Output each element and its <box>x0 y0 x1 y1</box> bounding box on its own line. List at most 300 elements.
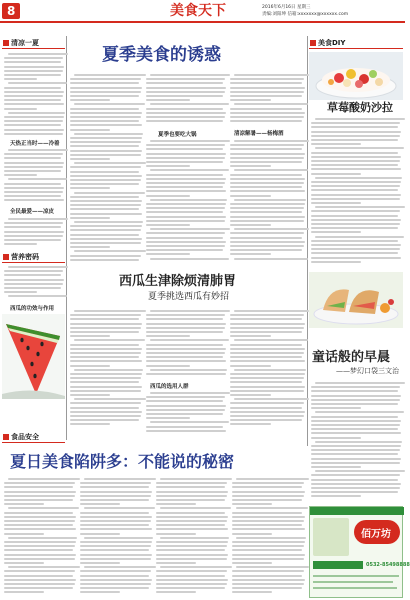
text-line <box>156 587 225 589</box>
text-line <box>311 227 398 229</box>
text-line <box>232 554 305 556</box>
ad-food-photo <box>313 518 349 556</box>
text-line <box>4 482 75 484</box>
text-line <box>232 486 302 488</box>
text-line <box>4 499 73 501</box>
text-line <box>230 224 271 226</box>
text-line <box>146 417 190 419</box>
text-line <box>230 318 302 320</box>
text-line <box>156 554 228 556</box>
text-line <box>230 241 305 243</box>
text-line <box>146 405 226 407</box>
text-line <box>80 583 151 585</box>
ad-info-bar <box>313 561 363 569</box>
text-line <box>315 206 405 208</box>
text-line <box>311 143 361 145</box>
text-line <box>232 583 304 585</box>
text-line <box>70 87 142 89</box>
text-line <box>74 250 146 252</box>
text-line <box>74 103 145 105</box>
text-line <box>232 503 272 505</box>
text-line <box>156 512 225 514</box>
text-line <box>315 382 405 384</box>
watermelon-caption: 西瓜的功效与作用 <box>10 306 55 312</box>
text-line <box>156 583 227 585</box>
text-line <box>4 495 75 497</box>
text-line <box>70 187 110 189</box>
text-line <box>4 66 64 68</box>
text-line <box>230 327 304 329</box>
text-line <box>236 507 308 509</box>
text-line <box>230 120 302 122</box>
watermelon-image <box>2 314 65 399</box>
text-line <box>146 344 223 346</box>
text-line <box>146 78 225 80</box>
text-line <box>146 426 223 428</box>
text-line <box>315 118 405 120</box>
text-line <box>4 74 61 76</box>
text-line <box>74 398 146 400</box>
text-line <box>70 116 141 118</box>
text-line <box>160 478 232 480</box>
text-line <box>8 112 65 114</box>
text-line <box>230 108 302 110</box>
text-line <box>150 392 230 394</box>
date-line: 2016年6月16日 星期三 <box>262 5 311 10</box>
text-line <box>80 533 120 535</box>
text-line <box>230 174 302 176</box>
text-line <box>70 318 139 320</box>
text-line <box>156 549 225 551</box>
text-line <box>4 562 44 564</box>
text-line <box>80 503 120 505</box>
text-line <box>70 217 110 219</box>
text-line <box>230 78 304 80</box>
text-line <box>84 507 155 509</box>
text-line <box>146 195 190 197</box>
text-line <box>146 153 226 155</box>
text-line <box>230 116 304 118</box>
text-line <box>230 112 305 114</box>
text-line <box>4 558 75 560</box>
text-line <box>80 554 152 556</box>
text-line <box>156 541 228 543</box>
text-line <box>230 348 305 350</box>
text-line <box>311 139 398 141</box>
header-rule <box>0 21 405 23</box>
text-line <box>146 82 223 84</box>
text-line <box>70 91 141 93</box>
text-line <box>4 486 73 488</box>
text-line <box>4 243 37 245</box>
ad-detail-line <box>313 581 393 583</box>
text-line <box>70 183 139 185</box>
text-line <box>146 352 225 354</box>
text-line <box>230 390 304 392</box>
text-line <box>80 541 152 543</box>
text-line <box>150 169 229 171</box>
text-line <box>150 258 229 260</box>
text-line <box>4 287 61 289</box>
text-line <box>230 394 271 396</box>
section-header-nutrition: 营养密码 <box>2 252 65 263</box>
text-line <box>160 507 231 509</box>
text-line <box>311 160 400 162</box>
text-line <box>230 148 302 150</box>
text-line <box>311 424 400 426</box>
text-line <box>70 402 141 404</box>
text-line <box>232 562 272 564</box>
text-line <box>4 57 63 59</box>
page-header <box>0 0 405 22</box>
text-line <box>74 192 145 194</box>
text-line <box>80 524 149 526</box>
text-line <box>4 108 37 110</box>
text-line <box>4 222 63 224</box>
text-line <box>311 416 398 418</box>
text-line <box>70 259 139 261</box>
text-line <box>311 487 400 489</box>
text-line <box>311 407 361 409</box>
text-line <box>146 348 226 350</box>
text-line <box>4 279 64 281</box>
text-line <box>70 394 110 396</box>
text-line <box>8 566 80 568</box>
text-line <box>230 253 271 255</box>
text-line <box>315 177 402 179</box>
text-line <box>4 283 63 285</box>
text-line <box>146 253 190 255</box>
text-line <box>156 570 227 572</box>
text-line <box>4 587 73 589</box>
text-line <box>311 210 400 212</box>
text-line <box>146 186 223 188</box>
text-line <box>146 413 223 415</box>
text-line <box>311 474 400 476</box>
text-line <box>70 78 141 80</box>
text-line <box>234 140 309 142</box>
ad-logo-text: 佰万坊 <box>361 529 391 540</box>
text-line <box>230 216 305 218</box>
text-line <box>70 423 110 425</box>
text-line <box>156 499 225 501</box>
text-line <box>311 194 401 196</box>
text-line <box>311 453 398 455</box>
text-line <box>230 182 304 184</box>
text-line <box>70 171 139 173</box>
text-line <box>146 91 225 93</box>
text-line <box>230 178 305 180</box>
text-line <box>70 323 142 325</box>
text-line <box>230 232 304 234</box>
text-line <box>150 369 227 371</box>
text-line <box>4 554 76 556</box>
column-divider <box>66 36 67 440</box>
text-line <box>232 499 302 501</box>
text-line <box>311 168 401 170</box>
text-line <box>230 323 305 325</box>
text-line <box>236 478 309 480</box>
text-line <box>4 575 73 577</box>
text-line <box>70 415 141 417</box>
text-line <box>156 524 225 526</box>
text-line <box>70 112 142 114</box>
text-line <box>4 524 73 526</box>
text-line <box>311 152 398 154</box>
text-line <box>80 575 149 577</box>
text-line <box>8 295 67 297</box>
text-line <box>232 495 304 497</box>
text-line <box>230 95 302 97</box>
text-line <box>232 558 304 560</box>
text-line <box>80 558 151 560</box>
text-line <box>146 157 225 159</box>
text-line <box>146 323 226 325</box>
text-line <box>4 162 64 164</box>
text-line <box>156 562 196 564</box>
text-line <box>146 116 225 118</box>
text-line <box>311 420 401 422</box>
text-line <box>70 242 141 244</box>
text-line <box>70 348 142 350</box>
text-line <box>4 583 75 585</box>
text-line <box>232 524 302 526</box>
text-line <box>146 182 225 184</box>
text-line <box>70 150 142 152</box>
text-line <box>311 198 400 200</box>
text-line <box>4 528 76 530</box>
text-line <box>80 549 149 551</box>
text-line <box>315 147 404 149</box>
column-divider <box>307 36 308 446</box>
text-line <box>234 369 306 371</box>
text-line <box>230 207 304 209</box>
text-line <box>232 570 304 572</box>
text-line <box>4 274 61 276</box>
text-line <box>4 591 44 593</box>
text-line <box>8 218 68 220</box>
text-line <box>156 495 227 497</box>
text-line <box>234 310 309 312</box>
text-line <box>156 516 228 518</box>
text-line <box>4 533 44 535</box>
text-line <box>232 587 302 589</box>
text-line <box>74 133 143 135</box>
text-line <box>315 441 402 443</box>
text-line <box>311 462 400 464</box>
text-line <box>4 99 61 101</box>
text-line <box>70 129 110 131</box>
ad-top-banner <box>310 507 404 515</box>
text-line <box>84 478 156 480</box>
text-line <box>146 396 225 398</box>
text-line <box>70 344 139 346</box>
text-line <box>70 200 142 202</box>
text-line <box>146 87 226 89</box>
text-line <box>146 120 223 122</box>
text-line <box>311 202 361 204</box>
text-line <box>70 386 142 388</box>
text-line <box>311 395 401 397</box>
text-line <box>70 314 141 316</box>
text-line <box>234 258 308 260</box>
text-line <box>70 137 142 139</box>
text-line <box>230 144 304 146</box>
text-line <box>70 365 110 367</box>
text-line <box>70 179 141 181</box>
text-line <box>232 528 305 530</box>
text-line <box>232 512 302 514</box>
text-line <box>70 213 142 215</box>
text-line <box>146 95 223 97</box>
text-line <box>80 499 149 501</box>
text-line <box>70 99 110 101</box>
text-line <box>4 520 75 522</box>
text-line <box>4 95 63 97</box>
text-line <box>234 169 308 171</box>
text-line <box>311 432 401 434</box>
text-line <box>156 533 196 535</box>
text-line <box>230 373 305 375</box>
text-line <box>311 390 398 392</box>
text-line <box>4 129 64 131</box>
text-line <box>311 219 401 221</box>
text-line <box>150 339 229 341</box>
text-line <box>146 178 226 180</box>
text-line <box>146 207 225 209</box>
text-line <box>4 103 64 105</box>
text-line <box>146 165 190 167</box>
text-line <box>146 232 225 234</box>
text-line <box>230 203 305 205</box>
text-line <box>146 360 226 362</box>
text-line <box>70 204 141 206</box>
text-line <box>234 74 309 76</box>
text-line <box>311 428 398 430</box>
advertisement[interactable] <box>309 506 410 598</box>
text-line <box>70 407 139 409</box>
text-line <box>4 191 63 193</box>
recipe-subtitle-breakfast: ——梦幻口袋三文治 <box>336 367 399 375</box>
text-line <box>311 466 361 468</box>
sandwich-illustration <box>309 272 403 328</box>
text-line <box>146 245 225 247</box>
strawberry-salad-image <box>309 52 403 100</box>
text-line <box>70 255 141 257</box>
text-line <box>234 339 308 341</box>
text-line <box>80 528 152 530</box>
text-line <box>70 225 142 227</box>
center-subhead-2: 清凉解暑——杨梅酒 <box>234 131 284 137</box>
text-line <box>232 545 304 547</box>
text-line <box>156 486 225 488</box>
text-line <box>311 156 401 158</box>
text-line <box>8 507 79 509</box>
text-line <box>74 162 146 164</box>
text-line <box>230 377 304 379</box>
text-line <box>74 74 146 76</box>
text-line <box>8 178 67 180</box>
text-line <box>230 165 271 167</box>
text-line <box>230 335 271 337</box>
text-line <box>70 141 141 143</box>
text-line <box>70 238 142 240</box>
text-line <box>146 335 190 337</box>
text-line <box>146 108 223 110</box>
text-line <box>230 411 305 413</box>
text-line <box>4 61 61 63</box>
text-line <box>4 91 64 93</box>
text-line <box>146 203 226 205</box>
text-line <box>156 575 225 577</box>
text-line <box>315 470 405 472</box>
text-line <box>234 398 309 400</box>
text-line <box>230 157 304 159</box>
text-line <box>4 133 63 135</box>
headline-food-traps: 夏日美食陷阱多：不能说的秘密 <box>10 452 235 471</box>
text-line <box>311 252 398 254</box>
text-line <box>70 373 142 375</box>
text-line <box>236 566 309 568</box>
text-line <box>4 491 76 493</box>
text-line <box>311 495 361 497</box>
text-line <box>4 570 75 572</box>
breakfast-image <box>309 272 403 328</box>
text-line <box>70 120 139 122</box>
text-line <box>70 360 142 362</box>
text-line <box>232 591 272 593</box>
text-line <box>230 237 302 239</box>
text-line <box>70 246 110 248</box>
text-line <box>70 82 139 84</box>
text-line <box>150 199 227 201</box>
text-line <box>80 587 149 589</box>
text-line <box>230 314 304 316</box>
text-line <box>150 140 230 142</box>
text-line <box>4 174 37 176</box>
text-line <box>70 234 139 236</box>
text-line <box>80 545 151 547</box>
ad-phone: 0532-85498888 <box>366 562 410 568</box>
text-line <box>4 87 61 89</box>
text-line <box>230 211 302 213</box>
watermelon-illustration <box>2 314 65 399</box>
text-line <box>70 377 141 379</box>
page-title: 美食天下 <box>170 3 226 19</box>
text-line <box>8 53 68 55</box>
text-line <box>70 356 139 358</box>
text-line <box>80 562 120 564</box>
text-line <box>230 190 305 192</box>
text-line <box>150 310 230 312</box>
text-line <box>146 365 190 367</box>
text-line <box>311 445 401 447</box>
text-line <box>311 403 398 405</box>
text-line <box>234 103 308 105</box>
strawberry-salad-illustration <box>309 52 403 100</box>
watermelon-people-caption: 西瓜的选用人群 <box>150 384 189 390</box>
text-line <box>146 148 223 150</box>
text-line <box>156 545 227 547</box>
text-line <box>74 339 145 341</box>
text-line <box>8 537 77 539</box>
text-line <box>311 164 398 166</box>
text-line <box>80 482 151 484</box>
text-line <box>4 187 64 189</box>
text-line <box>311 240 398 242</box>
text-line <box>4 291 37 293</box>
text-line <box>311 483 401 485</box>
